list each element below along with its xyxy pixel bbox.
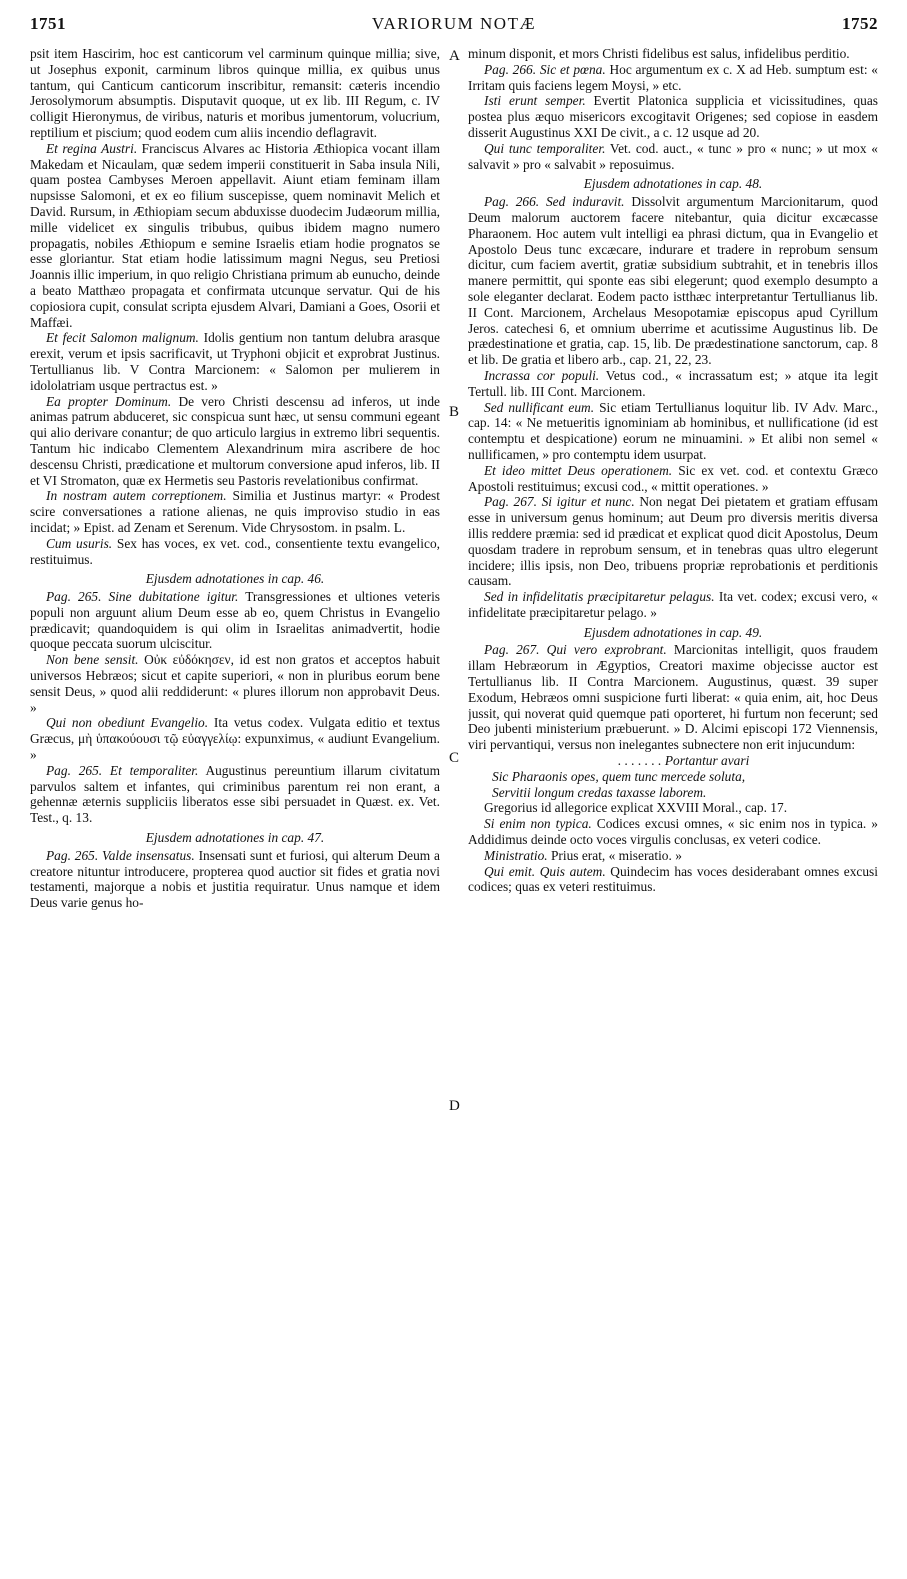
note-lemma: Si enim non typica. bbox=[484, 816, 592, 832]
note-text: Hoc argumentum ex c. X ad Heb. sumptum est: « Irritam quis faciens legem Moysi, » etc. bbox=[468, 61, 878, 93]
note-lemma: Pag. 265. Et temporaliter. bbox=[46, 762, 199, 778]
note-lemma: Sed nullificant eum. bbox=[484, 399, 595, 415]
note-text: Codices excusi omnes, « sic enim nos in typica. » Addidimus deinde octo voces virgulis conclusas, ex veteri codice. bbox=[468, 816, 878, 848]
note-text: Sic ex vet. cod. et contextu Græco Apostoli restituimus; excusi cod., « mittit operationes. » bbox=[468, 462, 878, 494]
note-lemma: Pag. 267. Qui vero exprobrant. bbox=[484, 642, 667, 658]
margin-marker-d: D bbox=[449, 1098, 460, 1114]
note-text: Quindecim has voces desiderabant omnes excusi codices; quas ex veteri restituimus. bbox=[468, 863, 878, 895]
note-paragraph bbox=[468, 400, 878, 463]
section-heading: Ejusdem adnotationes in cap. 47. bbox=[145, 830, 325, 846]
note-paragraph bbox=[468, 848, 878, 864]
note-paragraph bbox=[30, 394, 440, 489]
note-paragraph bbox=[468, 494, 878, 589]
note-text: Insensati sunt et furiosi, qui alterum Deum a creatore nituntur introducere, propterea quod auctior sit fides et gratia novi testamenti, majorque a nobis et justitia requiratur. Unus namque et idem Deus varie genus ho- bbox=[30, 847, 440, 911]
note-paragraph bbox=[468, 93, 878, 140]
note-paragraph bbox=[30, 141, 440, 331]
note-text: minum disponit, et mors Christi fidelibus est salus, infidelibus perditio. bbox=[468, 46, 850, 61]
note-lemma: Isti erunt semper. bbox=[484, 93, 586, 109]
note-lemma: Pag. 266. Sic et pœna. bbox=[484, 61, 606, 77]
note-lemma: Sed in infidelitatis præcipitaretur pelagus. bbox=[484, 589, 715, 605]
note-lemma: Pag. 267. Si igitur et nunc. bbox=[484, 494, 635, 510]
note-paragraph bbox=[468, 46, 878, 62]
note-lemma: Et ideo mittet Deus operationem. bbox=[484, 462, 673, 478]
note-lemma: Pag. 265. Sine dubitatione igitur. bbox=[46, 589, 239, 605]
note-paragraph bbox=[30, 46, 440, 141]
note-paragraph bbox=[30, 330, 440, 393]
note-paragraph bbox=[468, 194, 878, 368]
verse-line: . . . . . . . Portantur avari bbox=[618, 753, 750, 769]
note-paragraph bbox=[30, 536, 440, 568]
margin-marker-b: B bbox=[449, 404, 460, 420]
note-text: Vet. cod. auct., « tunc » pro « nunc; » ut mox « salvavit » pro « salvabit » reposuimus. bbox=[468, 140, 878, 172]
note-lemma: Ministratio. bbox=[484, 847, 548, 863]
note-text: Οὐκ εὐδόκησεν, id est non gratos et acceptos habuit universos Hebræos; sicut et capite superiori, « non in pluribus eorum bene sensit Deus, » quod alii reddiderunt: « plures illorum non approbavit Deus. » bbox=[30, 652, 440, 715]
page-number-left: 1751 bbox=[30, 14, 66, 33]
note-text: Sic etiam Tertullianus loquitur lib. IV Adv. Marc., cap. 14: « Ne metueritis ignominiam ab hominibus, et nullificatione (id est contemptu et despicatione) eorum ne minuamini. » Et alibi non semel « nullificamen, » pro contemptu idem usurpat. bbox=[468, 399, 878, 462]
note-text: Ita vet. codex; excusi vero, « infidelitate præcipitaretur pelago. » bbox=[468, 589, 878, 620]
note-lemma: Et regina Austri. bbox=[46, 140, 138, 156]
page-number-right: 1752 bbox=[842, 14, 878, 33]
verse-line: Servitii longum credas taxasse laborem. bbox=[492, 784, 707, 800]
note-text: Dissolvit argumentum Marcionitarum, quod Deum malorum auctorem facere nitebantur, quia dicitur excæcasse Pharaonem. Hoc autem vult intelligi ea phrasi dictum, qua in Evangelio et Apostolo Deus tunc excæcare, indurare et tradere in reprobum sensum dicitur, cum faciem avertit, gratiæ subsidium subtrahit, et in tenebris illos manere permittit, qui sponte eas sibi elegerunt; quod exemplo desumpto a sole eleganter declarat. Eodem pacto istthæc interpretantur Tertullianus lib. II Cont. Marcionem, Archelaus Mesopotamiæ episcopus apud Cyrillum Jeros. catechesi 6, et omnium uberrime et acutissime Augustinus lib. De prædestinatione et gratia, cap. 15, lib. De prædestinatione sanctorum, cap. 8 et lib. De gratia et libero arb., cap. 21, 22, 23. bbox=[468, 194, 878, 368]
note-text: Gregorius id allegorice explicat XXVIII Moral., cap. 17. bbox=[484, 800, 788, 816]
note-text: Similia et Justinus martyr: « Prodest scire conversationes a ratione alienas, ne quis improviso studio in eas incidat; » Epist. ad Zenam et Serenum. Vide Chrysostom. in psalm. L. bbox=[30, 488, 440, 535]
note-text: Franciscus Alvares ac Historia Æthiopica vocant illam Makedam et Nicaulam, quæ sedem imperii constituerit in Saba insula Nili, quam postea Cambyses Meroen appellavit. Aiunt etiam feminam illam nupsisse Salomoni, et ex eo filium suscepisse, quem nominavit Melich et David. Rursum, in Æthiopiam secum abduxisse duodecim Judæorum millia, mille videlicet ex singulis tribubus, quibus ibidem magno numero propagatis, nobiles Æthiopum e semine Israelis etiam hodie prognatos se esse gloriantur. Stat etiam hodie latissimum magni Negus, seu Pretiosi Joannis illic imperium, in quo religio Christiana primum ab eunucho, deinde a beato Matthæo propagata et confirmata utcunque servatur. Qui de his copiosiora cupit, consulat scripta ejusdem Alvari, Damiani a Goes, Osorii et Maffæi. bbox=[30, 140, 440, 330]
note-paragraph bbox=[30, 652, 440, 715]
note-paragraph bbox=[468, 800, 878, 816]
note-text: psit item Hascirim, hoc est canticorum vel carminum quinque millia; sive, ut Josephus exponit, carminum libros quinque millia, ex quibus unus tantum, qui Canticum canticorum inscribitur, remansit: cæteris incendio Jerosolymorum absumptis. Disputavit quoque, ut ex lib. III Regum, c. IV colligit Hieronymus, de viribus, naturis et moribus jumentorum, volucrium, reptilium et piscium; quod eodem cum aliis incendio deflagravit. bbox=[30, 46, 440, 140]
note-text: Transgressiones et ultiones veteris populi non arguunt alium Deum esse ab eo, quem Christus in Evangelio prædicavit; quandoquidem is qui olim in Israelitas animadvertit, hodie quoque peccata suorum ulciscitur. bbox=[30, 589, 440, 652]
running-title: VARIORUM NOTÆ bbox=[371, 14, 537, 33]
note-lemma: In nostram autem correptionem. bbox=[46, 488, 227, 504]
note-text: Augustinus pereuntium illarum civitatum parvulos saltem et infantes, qui criminibus parentum rei non erant, a gehennæ æternis suppliciis liberatos esse sibi persuadet in Quæst. ex. Vet. Test., q. 13. bbox=[30, 762, 440, 826]
note-lemma: Cum usuris. bbox=[46, 535, 113, 551]
note-text: Non negat Dei pietatem et gratiam effusam esse in universum genus hominum; aut Deum pro diversis meritis diversa illis reddere præmia: sed id prædicat et explicat quod dicit Apostolus, Deum quosdam tradere in reprobum sensum, et in tenebras quas ultro elegerunt incidere; illis ipsis, non Deo, tribuens propriæ reprobationis et perditionis causam. bbox=[468, 494, 878, 589]
note-text: Prius erat, « miseratio. » bbox=[550, 847, 682, 863]
note-paragraph bbox=[468, 62, 878, 94]
note-lemma: Et fecit Salomon malignum. bbox=[46, 330, 199, 346]
note-lemma: Pag. 265. Valde insensatus. bbox=[46, 847, 195, 863]
note-lemma: Qui non obediunt Evangelio. bbox=[46, 715, 209, 731]
margin-marker-c: C bbox=[449, 750, 460, 766]
note-text: De vero Christi descensu ad inferos, ut inde animas patrum abduceret, sic conspicua sunt hæc, ut sensu communi egeant qui alio derivare conantur; de quo articulo largius in extremo libri sequentis. Tantum hic indicabo Clementem Alexandrinum mira ascribere de hoc descensu Christi, prædicatione et multorum conversione apud inferos, lib. II et VI Stromaton, quæ ex Hermetis seu Pastoris revelationibus confirmat. bbox=[30, 393, 440, 488]
note-paragraph bbox=[30, 488, 440, 535]
note-paragraph bbox=[30, 848, 440, 911]
note-paragraph bbox=[468, 368, 878, 400]
note-paragraph bbox=[468, 589, 878, 621]
note-lemma: Non bene sensit. bbox=[46, 652, 139, 668]
note-text: Vetus cod., « incrassatum est; » atque ita legit Tertull. lib. III Cont. Marcionem. bbox=[468, 367, 878, 399]
note-lemma: Pag. 266. Sed induravit. bbox=[484, 194, 625, 210]
note-lemma: Ea propter Dominum. bbox=[46, 393, 172, 409]
note-text: Marcionitas intelligit, quos fraudem illam Hebræorum in Ægyptios, Creatori maxime objecisse auctor est Tertullianus lib. II Contra Marcionem. Augustinus, quæst. 39 super Exodum, Hebræos omni suspicione furti liberat: « quia enim, ait, hoc Deus jussit, qui noverat quid quemque pati oporteret, hi furtum non fecerunt; sed Deo jubenti ministerium præbuerunt. » D. Alcimi episcopi 172 Viennensis, viri pervantiqui, versus non inelegantes subnectere non erit injucundum: bbox=[468, 642, 878, 753]
section-heading: Ejusdem adnotationes in cap. 49. bbox=[583, 624, 763, 640]
note-text: Idolis gentium non tantum delubra arasque erexit, verum et ipsis sacrificavit, ut Tryphoni objicit et exprobrat Justinus. Tertullianus lib. V Contra Marcionem: « Salomon per mulierem in idololatriam usque pertractus est. » bbox=[30, 330, 440, 393]
note-paragraph bbox=[30, 763, 440, 826]
note-paragraph bbox=[468, 463, 878, 495]
note-paragraph bbox=[468, 864, 878, 896]
note-paragraph bbox=[30, 589, 440, 652]
section-heading: Ejusdem adnotationes in cap. 48. bbox=[583, 176, 763, 192]
note-lemma: Incrassa cor populi. bbox=[484, 367, 600, 383]
note-text: Evertit Platonica supplicia et vicissitudines, quas postea plus æquo misericors excogitavit Origenes; sed copiose in easdem disserit Augustinus XXI De civit., a c. 12 usque ad 20. bbox=[468, 93, 878, 140]
note-text: Sex has voces, ex vet. cod., consentiente textu evangelico, restituimus. bbox=[30, 535, 440, 567]
margin-marker-a: A bbox=[449, 48, 460, 64]
right-column bbox=[468, 46, 878, 1551]
left-column bbox=[30, 46, 440, 1551]
note-text: Ita vetus codex. Vulgata editio et textus Græcus, μὴ ὑπακούουσι τῷ εὐαγγελίῳ: expunximus, « audiunt Evangelium. » bbox=[30, 715, 440, 763]
note-lemma: Qui emit. Quis autem. bbox=[484, 863, 606, 879]
page-header bbox=[30, 14, 878, 40]
note-paragraph bbox=[468, 816, 878, 848]
note-paragraph bbox=[30, 715, 440, 762]
note-paragraph bbox=[468, 642, 878, 753]
verse-line: Sic Pharaonis opes, quem tunc mercede soluta, bbox=[492, 768, 746, 784]
section-heading: Ejusdem adnotationes in cap. 46. bbox=[145, 571, 325, 587]
note-paragraph bbox=[468, 141, 878, 173]
note-lemma: Qui tunc temporaliter. bbox=[484, 140, 606, 156]
